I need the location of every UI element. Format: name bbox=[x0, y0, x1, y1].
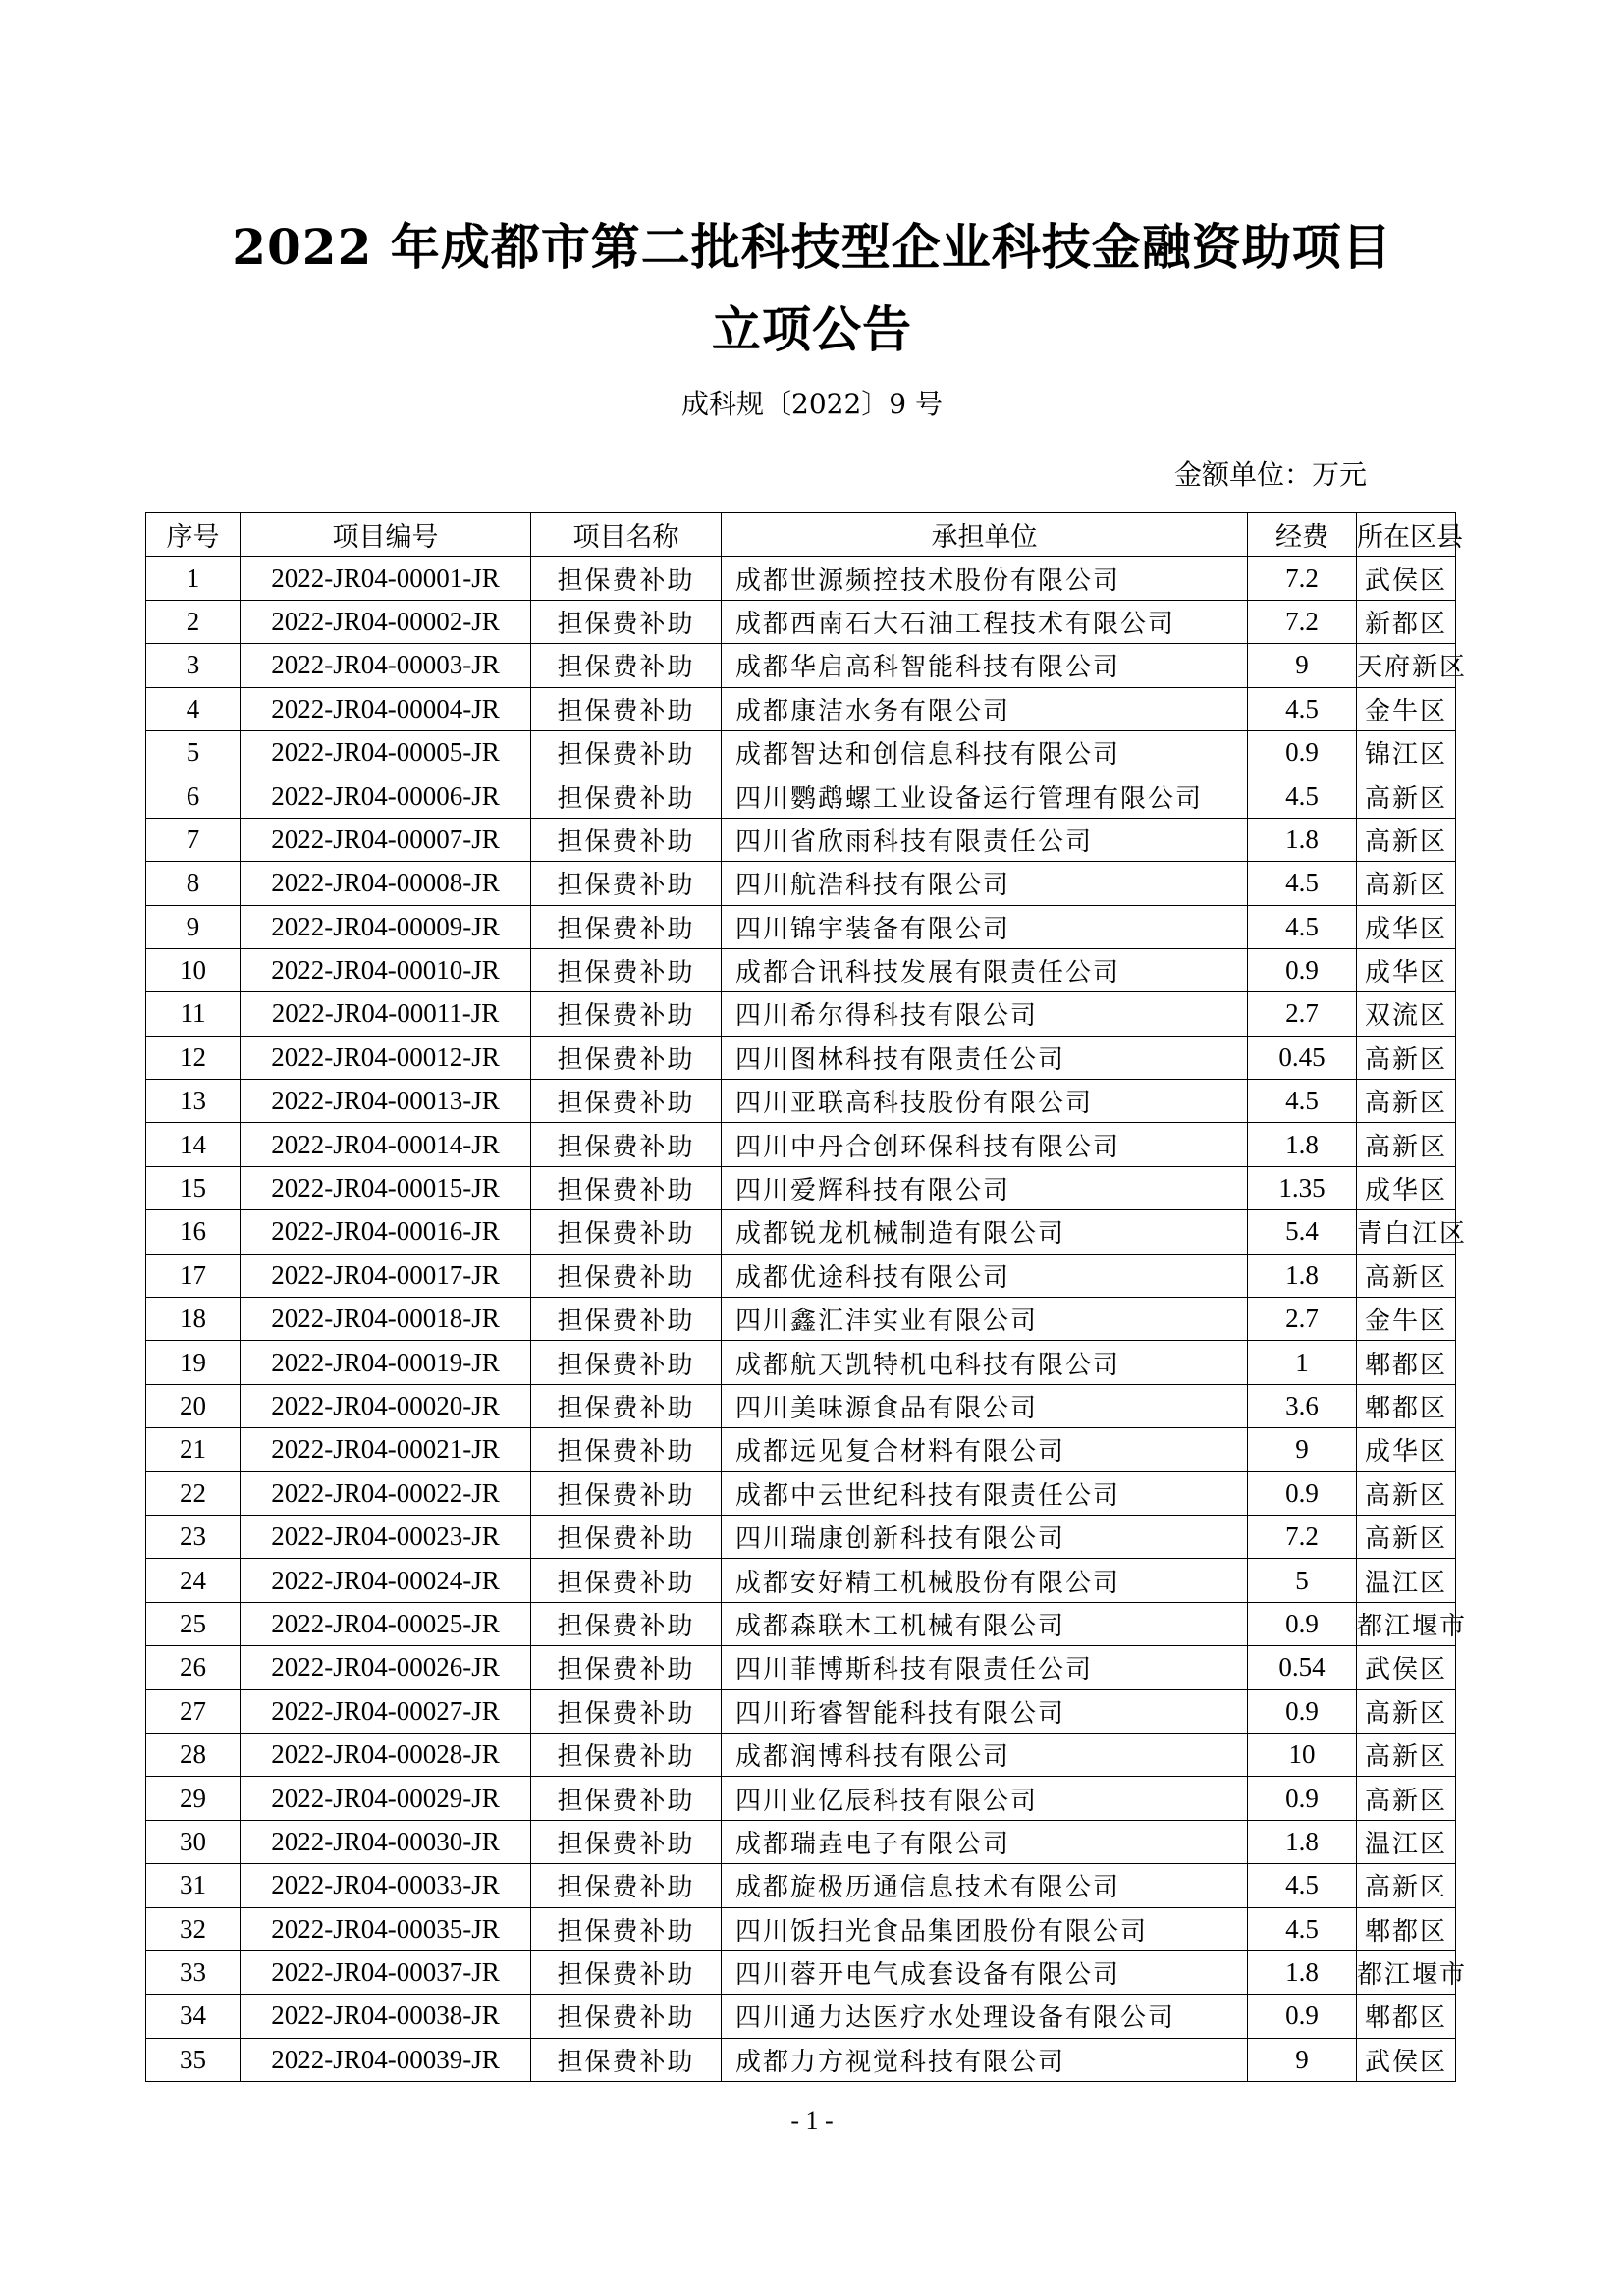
cell-project-code: 2022-JR04-00015-JR bbox=[241, 1166, 531, 1209]
cell-funding: 0.9 bbox=[1248, 1471, 1357, 1515]
cell-index: 7 bbox=[146, 818, 241, 861]
cell-project-code: 2022-JR04-00009-JR bbox=[241, 905, 531, 948]
cell-project-name: 担保费补助 bbox=[531, 1471, 722, 1515]
table-row bbox=[146, 1733, 1456, 1776]
header-funding: 经费 bbox=[1248, 513, 1357, 557]
cell-funding: 5.4 bbox=[1248, 1210, 1357, 1254]
cell-project-name: 担保费补助 bbox=[531, 905, 722, 948]
cell-project-name: 担保费补助 bbox=[531, 1820, 722, 1863]
table-row bbox=[146, 862, 1456, 905]
cell-project-name: 担保费补助 bbox=[531, 1341, 722, 1384]
cell-funding: 9 bbox=[1248, 1428, 1357, 1471]
cell-project-code: 2022-JR04-00029-JR bbox=[241, 1777, 531, 1820]
table-row bbox=[146, 1864, 1456, 1907]
cell-district: 都江堰市 bbox=[1357, 1950, 1456, 1994]
cell-project-name: 担保费补助 bbox=[531, 818, 722, 861]
cell-project-code: 2022-JR04-00030-JR bbox=[241, 1820, 531, 1863]
cell-project-code: 2022-JR04-00028-JR bbox=[241, 1733, 531, 1776]
table-row bbox=[146, 1166, 1456, 1209]
cell-index: 9 bbox=[146, 905, 241, 948]
cell-organization: 四川锦宇装备有限公司 bbox=[722, 905, 1248, 948]
cell-project-name: 担保费补助 bbox=[531, 774, 722, 818]
cell-project-code: 2022-JR04-00016-JR bbox=[241, 1210, 531, 1254]
cell-organization: 成都合讯科技发展有限责任公司 bbox=[722, 948, 1248, 991]
cell-district: 金牛区 bbox=[1357, 687, 1456, 730]
cell-project-code: 2022-JR04-00027-JR bbox=[241, 1689, 531, 1733]
cell-district: 高新区 bbox=[1357, 1733, 1456, 1776]
cell-district: 成华区 bbox=[1357, 1428, 1456, 1471]
table-row bbox=[146, 2038, 1456, 2081]
cell-district: 武侯区 bbox=[1357, 2038, 1456, 2081]
cell-index: 3 bbox=[146, 644, 241, 687]
cell-index: 24 bbox=[146, 1559, 241, 1602]
table-row bbox=[146, 1559, 1456, 1602]
cell-index: 1 bbox=[146, 557, 241, 600]
cell-project-code: 2022-JR04-00001-JR bbox=[241, 557, 531, 600]
cell-index: 5 bbox=[146, 730, 241, 774]
cell-project-name: 担保费补助 bbox=[531, 1907, 722, 1950]
cell-funding: 7.2 bbox=[1248, 557, 1357, 600]
cell-district: 高新区 bbox=[1357, 1123, 1456, 1166]
cell-organization: 成都康洁水务有限公司 bbox=[722, 687, 1248, 730]
cell-funding: 4.5 bbox=[1248, 1080, 1357, 1123]
table-row bbox=[146, 1080, 1456, 1123]
table-row bbox=[146, 1777, 1456, 1820]
cell-organization: 四川业亿辰科技有限公司 bbox=[722, 1777, 1248, 1820]
table-row bbox=[146, 1384, 1456, 1427]
cell-index: 17 bbox=[146, 1254, 241, 1297]
cell-funding: 0.9 bbox=[1248, 1777, 1357, 1820]
cell-project-name: 担保费补助 bbox=[531, 1080, 722, 1123]
cell-index: 10 bbox=[146, 948, 241, 991]
cell-index: 34 bbox=[146, 1995, 241, 2038]
header-district: 所在区县 bbox=[1357, 513, 1456, 557]
cell-district: 郫都区 bbox=[1357, 1341, 1456, 1384]
cell-project-code: 2022-JR04-00014-JR bbox=[241, 1123, 531, 1166]
cell-funding: 1 bbox=[1248, 1341, 1357, 1384]
cell-funding: 1.8 bbox=[1248, 1123, 1357, 1166]
cell-project-code: 2022-JR04-00021-JR bbox=[241, 1428, 531, 1471]
cell-project-code: 2022-JR04-00026-JR bbox=[241, 1646, 531, 1689]
cell-organization: 四川饭扫光食品集团股份有限公司 bbox=[722, 1907, 1248, 1950]
cell-organization: 四川瑞康创新科技有限公司 bbox=[722, 1515, 1248, 1558]
cell-funding: 9 bbox=[1248, 2038, 1357, 2081]
table-row bbox=[146, 774, 1456, 818]
cell-project-name: 担保费补助 bbox=[531, 730, 722, 774]
cell-index: 28 bbox=[146, 1733, 241, 1776]
cell-project-name: 担保费补助 bbox=[531, 1254, 722, 1297]
table-row bbox=[146, 1820, 1456, 1863]
cell-district: 成华区 bbox=[1357, 905, 1456, 948]
cell-organization: 四川鑫汇沣实业有限公司 bbox=[722, 1298, 1248, 1341]
cell-project-code: 2022-JR04-00039-JR bbox=[241, 2038, 531, 2081]
cell-district: 高新区 bbox=[1357, 774, 1456, 818]
cell-project-name: 担保费补助 bbox=[531, 1428, 722, 1471]
cell-district: 青白江区 bbox=[1357, 1210, 1456, 1254]
cell-index: 25 bbox=[146, 1602, 241, 1645]
cell-organization: 成都锐龙机械制造有限公司 bbox=[722, 1210, 1248, 1254]
cell-project-name: 担保费补助 bbox=[531, 1298, 722, 1341]
cell-project-code: 2022-JR04-00019-JR bbox=[241, 1341, 531, 1384]
table-row bbox=[146, 1036, 1456, 1079]
cell-index: 31 bbox=[146, 1864, 241, 1907]
table-row bbox=[146, 600, 1456, 643]
cell-project-name: 担保费补助 bbox=[531, 1166, 722, 1209]
table-row bbox=[146, 730, 1456, 774]
cell-organization: 成都优途科技有限公司 bbox=[722, 1254, 1248, 1297]
cell-project-code: 2022-JR04-00022-JR bbox=[241, 1471, 531, 1515]
cell-funding: 10 bbox=[1248, 1733, 1357, 1776]
cell-district: 天府新区 bbox=[1357, 644, 1456, 687]
cell-funding: 3.6 bbox=[1248, 1384, 1357, 1427]
cell-funding: 4.5 bbox=[1248, 1864, 1357, 1907]
document-number: 成科规〔2022〕9 号 bbox=[681, 388, 943, 420]
table-row bbox=[146, 687, 1456, 730]
cell-project-code: 2022-JR04-00004-JR bbox=[241, 687, 531, 730]
cell-funding: 4.5 bbox=[1248, 862, 1357, 905]
table-row bbox=[146, 1907, 1456, 1950]
cell-funding: 2.7 bbox=[1248, 1298, 1357, 1341]
cell-index: 6 bbox=[146, 774, 241, 818]
table-row bbox=[146, 1602, 1456, 1645]
amount-unit-note: 金额单位：万元 bbox=[1173, 458, 1367, 491]
table-row bbox=[146, 1515, 1456, 1558]
cell-project-code: 2022-JR04-00017-JR bbox=[241, 1254, 531, 1297]
cell-project-name: 担保费补助 bbox=[531, 644, 722, 687]
cell-organization: 四川爱辉科技有限公司 bbox=[722, 1166, 1248, 1209]
cell-organization: 四川鹦鹉螺工业设备运行管理有限公司 bbox=[722, 774, 1248, 818]
cell-index: 14 bbox=[146, 1123, 241, 1166]
cell-project-code: 2022-JR04-00013-JR bbox=[241, 1080, 531, 1123]
cell-project-name: 担保费补助 bbox=[531, 600, 722, 643]
table-row bbox=[146, 1123, 1456, 1166]
cell-district: 高新区 bbox=[1357, 1471, 1456, 1515]
table-row bbox=[146, 905, 1456, 948]
cell-index: 30 bbox=[146, 1820, 241, 1863]
cell-organization: 四川美味源食品有限公司 bbox=[722, 1384, 1248, 1427]
cell-organization: 成都瑞垚电子有限公司 bbox=[722, 1820, 1248, 1863]
table-row bbox=[146, 1646, 1456, 1689]
cell-organization: 四川希尔得科技有限公司 bbox=[722, 992, 1248, 1036]
cell-district: 郫都区 bbox=[1357, 1995, 1456, 2038]
table-header-row bbox=[146, 513, 1456, 557]
cell-organization: 四川通力达医疗水处理设备有限公司 bbox=[722, 1995, 1248, 2038]
table-row bbox=[146, 1341, 1456, 1384]
cell-index: 26 bbox=[146, 1646, 241, 1689]
cell-funding: 0.9 bbox=[1248, 1689, 1357, 1733]
cell-organization: 成都智达和创信息科技有限公司 bbox=[722, 730, 1248, 774]
cell-organization: 成都中云世纪科技有限责任公司 bbox=[722, 1471, 1248, 1515]
table-row bbox=[146, 1471, 1456, 1515]
project-table bbox=[145, 512, 1468, 2082]
table-row bbox=[146, 818, 1456, 861]
cell-index: 8 bbox=[146, 862, 241, 905]
cell-district: 武侯区 bbox=[1357, 557, 1456, 600]
cell-project-name: 担保费补助 bbox=[531, 1950, 722, 1994]
cell-project-name: 担保费补助 bbox=[531, 1646, 722, 1689]
cell-district: 高新区 bbox=[1357, 1689, 1456, 1733]
cell-project-name: 担保费补助 bbox=[531, 862, 722, 905]
table-row bbox=[146, 1950, 1456, 1994]
table-row bbox=[146, 644, 1456, 687]
header-project-name: 项目名称 bbox=[531, 513, 722, 557]
cell-project-code: 2022-JR04-00024-JR bbox=[241, 1559, 531, 1602]
cell-project-name: 担保费补助 bbox=[531, 1864, 722, 1907]
cell-project-name: 担保费补助 bbox=[531, 1777, 722, 1820]
cell-funding: 1.8 bbox=[1248, 1950, 1357, 1994]
cell-index: 4 bbox=[146, 687, 241, 730]
cell-index: 2 bbox=[146, 600, 241, 643]
cell-project-name: 担保费补助 bbox=[531, 992, 722, 1036]
cell-project-code: 2022-JR04-00033-JR bbox=[241, 1864, 531, 1907]
cell-funding: 1.35 bbox=[1248, 1166, 1357, 1209]
cell-index: 35 bbox=[146, 2038, 241, 2081]
cell-project-code: 2022-JR04-00020-JR bbox=[241, 1384, 531, 1427]
cell-project-code: 2022-JR04-00010-JR bbox=[241, 948, 531, 991]
cell-funding: 5 bbox=[1248, 1559, 1357, 1602]
table-row bbox=[146, 557, 1456, 600]
cell-index: 13 bbox=[146, 1080, 241, 1123]
cell-funding: 2.7 bbox=[1248, 992, 1357, 1036]
table-body bbox=[146, 557, 1468, 2082]
cell-project-name: 担保费补助 bbox=[531, 557, 722, 600]
cell-funding: 1.8 bbox=[1248, 1820, 1357, 1863]
cell-district: 武侯区 bbox=[1357, 1646, 1456, 1689]
cell-index: 16 bbox=[146, 1210, 241, 1254]
header-project-code: 项目编号 bbox=[241, 513, 531, 557]
cell-project-code: 2022-JR04-00006-JR bbox=[241, 774, 531, 818]
cell-funding: 0.9 bbox=[1248, 730, 1357, 774]
cell-district: 高新区 bbox=[1357, 862, 1456, 905]
cell-index: 23 bbox=[146, 1515, 241, 1558]
table-row bbox=[146, 1298, 1456, 1341]
cell-organization: 四川蓉开电气成套设备有限公司 bbox=[722, 1950, 1248, 1994]
cell-organization: 成都世源频控技术股份有限公司 bbox=[722, 557, 1248, 600]
cell-funding: 4.5 bbox=[1248, 1907, 1357, 1950]
cell-project-name: 担保费补助 bbox=[531, 1602, 722, 1645]
document-title: 2022 年成都市第二批科技型企业科技金融资助项目 bbox=[232, 218, 1392, 276]
cell-project-name: 担保费补助 bbox=[531, 1036, 722, 1079]
cell-organization: 四川珩睿智能科技有限公司 bbox=[722, 1689, 1248, 1733]
cell-index: 12 bbox=[146, 1036, 241, 1079]
cell-project-name: 担保费补助 bbox=[531, 1995, 722, 2038]
cell-index: 15 bbox=[146, 1166, 241, 1209]
cell-district: 都江堰市 bbox=[1357, 1602, 1456, 1645]
cell-organization: 成都安好精工机械股份有限公司 bbox=[722, 1559, 1248, 1602]
cell-index: 22 bbox=[146, 1471, 241, 1515]
cell-district: 温江区 bbox=[1357, 1559, 1456, 1602]
cell-project-name: 担保费补助 bbox=[531, 2038, 722, 2081]
cell-project-code: 2022-JR04-00023-JR bbox=[241, 1515, 531, 1558]
cell-index: 27 bbox=[146, 1689, 241, 1733]
cell-project-code: 2022-JR04-00025-JR bbox=[241, 1602, 531, 1645]
cell-project-name: 担保费补助 bbox=[531, 1210, 722, 1254]
cell-project-name: 担保费补助 bbox=[531, 687, 722, 730]
page-number: - 1 - bbox=[790, 2107, 834, 2135]
cell-funding: 7.2 bbox=[1248, 600, 1357, 643]
table-row bbox=[146, 1254, 1456, 1297]
cell-project-code: 2022-JR04-00018-JR bbox=[241, 1298, 531, 1341]
cell-index: 19 bbox=[146, 1341, 241, 1384]
cell-organization: 成都旋极历通信息技术有限公司 bbox=[722, 1864, 1248, 1907]
cell-district: 温江区 bbox=[1357, 1820, 1456, 1863]
cell-funding: 0.45 bbox=[1248, 1036, 1357, 1079]
cell-district: 金牛区 bbox=[1357, 1298, 1456, 1341]
table-row bbox=[146, 1428, 1456, 1471]
cell-project-code: 2022-JR04-00012-JR bbox=[241, 1036, 531, 1079]
cell-organization: 四川图林科技有限责任公司 bbox=[722, 1036, 1248, 1079]
cell-district: 郫都区 bbox=[1357, 1384, 1456, 1427]
cell-project-code: 2022-JR04-00011-JR bbox=[241, 992, 531, 1036]
cell-project-name: 担保费补助 bbox=[531, 1515, 722, 1558]
cell-funding: 9 bbox=[1248, 644, 1357, 687]
cell-funding: 0.9 bbox=[1248, 1602, 1357, 1645]
cell-funding: 4.5 bbox=[1248, 687, 1357, 730]
cell-district: 高新区 bbox=[1357, 1777, 1456, 1820]
document-subtitle: 立项公告 bbox=[712, 300, 912, 358]
cell-district: 双流区 bbox=[1357, 992, 1456, 1036]
cell-district: 高新区 bbox=[1357, 1036, 1456, 1079]
cell-project-code: 2022-JR04-00007-JR bbox=[241, 818, 531, 861]
cell-organization: 四川航浩科技有限公司 bbox=[722, 862, 1248, 905]
cell-project-code: 2022-JR04-00037-JR bbox=[241, 1950, 531, 1994]
cell-project-name: 担保费补助 bbox=[531, 1123, 722, 1166]
cell-funding: 0.54 bbox=[1248, 1646, 1357, 1689]
header-organization: 承担单位 bbox=[722, 513, 1248, 557]
cell-project-code: 2022-JR04-00035-JR bbox=[241, 1907, 531, 1950]
cell-district: 郫都区 bbox=[1357, 1907, 1456, 1950]
cell-organization: 四川省欣雨科技有限责任公司 bbox=[722, 818, 1248, 861]
cell-funding: 4.5 bbox=[1248, 905, 1357, 948]
cell-district: 成华区 bbox=[1357, 948, 1456, 991]
cell-project-code: 2022-JR04-00038-JR bbox=[241, 1995, 531, 2038]
cell-organization: 成都润博科技有限公司 bbox=[722, 1733, 1248, 1776]
cell-index: 29 bbox=[146, 1777, 241, 1820]
header-index: 序号 bbox=[146, 513, 241, 557]
cell-district: 成华区 bbox=[1357, 1166, 1456, 1209]
cell-district: 高新区 bbox=[1357, 1864, 1456, 1907]
cell-district: 新都区 bbox=[1357, 600, 1456, 643]
table-row bbox=[146, 1210, 1456, 1254]
cell-funding: 1.8 bbox=[1248, 1254, 1357, 1297]
cell-index: 11 bbox=[146, 992, 241, 1036]
cell-organization: 成都力方视觉科技有限公司 bbox=[722, 2038, 1248, 2081]
cell-project-name: 担保费补助 bbox=[531, 1384, 722, 1427]
cell-organization: 四川菲博斯科技有限责任公司 bbox=[722, 1646, 1248, 1689]
cell-project-name: 担保费补助 bbox=[531, 1689, 722, 1733]
table-row bbox=[146, 948, 1456, 991]
table-row bbox=[146, 992, 1456, 1036]
cell-organization: 成都西南石大石油工程技术有限公司 bbox=[722, 600, 1248, 643]
cell-index: 18 bbox=[146, 1298, 241, 1341]
cell-index: 33 bbox=[146, 1950, 241, 1994]
cell-organization: 成都航天凯特机电科技有限公司 bbox=[722, 1341, 1248, 1384]
cell-district: 高新区 bbox=[1357, 1080, 1456, 1123]
cell-project-name: 担保费补助 bbox=[531, 1733, 722, 1776]
cell-index: 20 bbox=[146, 1384, 241, 1427]
cell-index: 32 bbox=[146, 1907, 241, 1950]
cell-project-code: 2022-JR04-00005-JR bbox=[241, 730, 531, 774]
table-row bbox=[146, 1995, 1456, 2038]
cell-project-name: 担保费补助 bbox=[531, 1559, 722, 1602]
cell-project-code: 2022-JR04-00002-JR bbox=[241, 600, 531, 643]
cell-index: 21 bbox=[146, 1428, 241, 1471]
cell-funding: 0.9 bbox=[1248, 1995, 1357, 2038]
table-row bbox=[146, 1689, 1456, 1733]
cell-funding: 4.5 bbox=[1248, 774, 1357, 818]
cell-project-name: 担保费补助 bbox=[531, 948, 722, 991]
cell-funding: 7.2 bbox=[1248, 1515, 1357, 1558]
cell-organization: 成都森联木工机械有限公司 bbox=[722, 1602, 1248, 1645]
cell-project-code: 2022-JR04-00008-JR bbox=[241, 862, 531, 905]
cell-district: 高新区 bbox=[1357, 1515, 1456, 1558]
cell-funding: 1.8 bbox=[1248, 818, 1357, 861]
cell-organization: 四川亚联高科技股份有限公司 bbox=[722, 1080, 1248, 1123]
cell-project-code: 2022-JR04-00003-JR bbox=[241, 644, 531, 687]
cell-organization: 四川中丹合创环保科技有限公司 bbox=[722, 1123, 1248, 1166]
cell-district: 高新区 bbox=[1357, 1254, 1456, 1297]
cell-organization: 成都华启高科智能科技有限公司 bbox=[722, 644, 1248, 687]
cell-district: 高新区 bbox=[1357, 818, 1456, 861]
cell-district: 锦江区 bbox=[1357, 730, 1456, 774]
cell-organization: 成都远见复合材料有限公司 bbox=[722, 1428, 1248, 1471]
cell-funding: 0.9 bbox=[1248, 948, 1357, 991]
